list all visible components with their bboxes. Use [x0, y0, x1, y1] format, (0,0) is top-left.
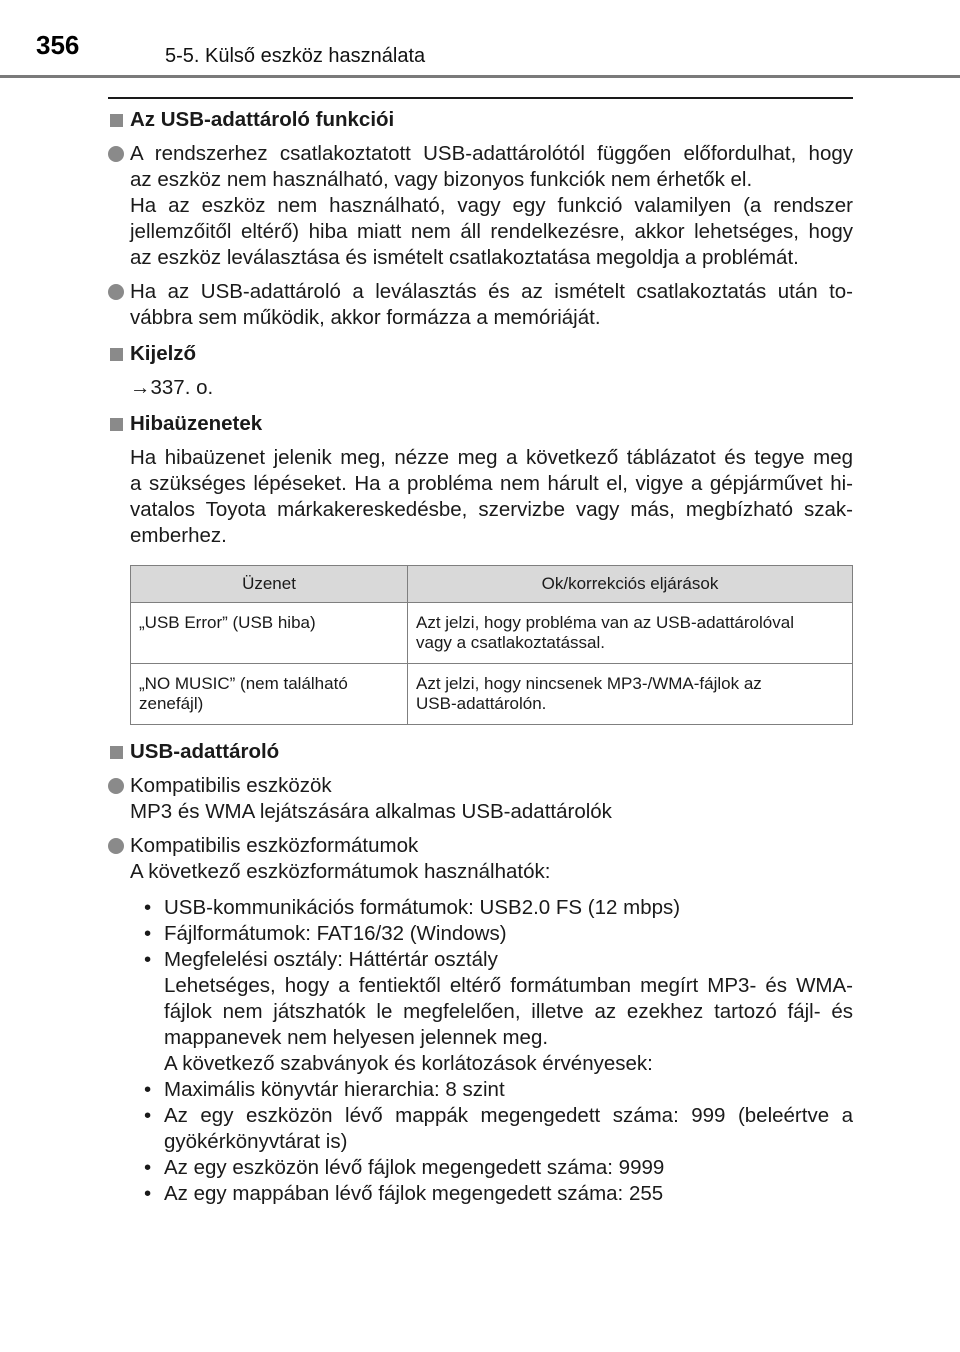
table-cell: „USB Error” (USB hiba) — [131, 603, 408, 664]
list-item: • Az egy mappában lévő fájlok megengedett száma: 255 — [144, 1181, 853, 1207]
list-item: • Az egy eszközön lévő fájlok megengedett száma: 9999 — [144, 1155, 853, 1181]
list-item: • Maximális könyvtár hierarchia: 8 szint — [144, 1077, 853, 1103]
table-cell: „NO MUSIC” (nem található zenefájl) — [131, 664, 408, 725]
table-header-row — [131, 566, 853, 603]
round-bullet-icon — [108, 284, 124, 300]
errors-intro: Ha hibaüzenet jelenik meg, nézze meg a következő táblázatot és tegye meg a szükséges lépéseket. Ha a probléma nem hárult el, vigye a gépjárművet hi- vatalos Toyota márkakereskedésbe, szervizbe vagy más, megbízható szak- emberhez. — [130, 446, 853, 547]
heading-usb-functions: Az USB-adattároló funkciói — [108, 107, 853, 133]
header-rule — [0, 75, 960, 78]
format-list — [108, 895, 853, 1207]
table-row — [131, 664, 853, 725]
square-bullet-icon — [110, 746, 123, 759]
heading-usb-storage: USB-adattároló — [108, 739, 853, 765]
heading-errors: Hibaüzenetek — [108, 411, 853, 437]
table-header-message: Üzenet — [131, 566, 408, 603]
list-item: • Az egy eszközön lévő mappák megengedett száma: 999 (beleértve a gyökérkönyvtárat is) — [144, 1103, 853, 1155]
table-row — [131, 603, 853, 664]
page-reference: →337. o. — [130, 376, 214, 399]
list-item: Kompatibilis eszközök MP3 és WMA lejátszására alkalmas USB-adattárolók — [108, 773, 853, 825]
page-number: 356 — [36, 30, 80, 60]
list-item: • USB-kommunikációs formátumok: USB2.0 FS (12 mbps) — [144, 895, 853, 921]
square-bullet-icon — [110, 348, 123, 361]
page-content — [108, 107, 853, 1207]
list-item: • Megfelelési osztály: Háttértár osztály — [144, 947, 853, 973]
format-note: Lehetséges, hogy a fentiektől eltérő formátumban megírt MP3- és WMA- fájlok nem játszhatók le megfelelően, illetve az ezekhez tartozó fájl- és mappanevek nem helyesen jelennek meg. A következő szabványok és korlátozások érvényesek: — [164, 974, 853, 1075]
list-item: A rendszerhez csatlakoztatott USB-adattárolótól függően előfordulhat, hogy az eszköz nem használható, vagy bizonyos funkciók nem érhetők el. Ha az eszköz nem használható, vagy egy funkció valamilyen (a rendszer jellemzőitől eltérő) hiba miatt nem áll rendelkezésre, akkor lehetséges, hogy az eszköz leválasztása és ismételt csatlakoztatása megoldja a problémát. — [108, 141, 853, 271]
list-item: Kompatibilis eszközformátumok A következő eszközformátumok használhatók: — [108, 833, 853, 885]
heading-display: Kijelző — [108, 341, 853, 367]
content-rule — [108, 97, 853, 99]
list-item: • Fájlformátumok: FAT16/32 (Windows) — [144, 921, 853, 947]
error-table — [130, 565, 853, 725]
table-header-cause: Ok/korrekciós eljárások — [408, 566, 853, 603]
round-bullet-icon — [108, 838, 124, 854]
square-bullet-icon — [110, 114, 123, 127]
table-cell: Azt jelzi, hogy nincsenek MP3-/WMA-fájlok az USB-adattárolón. — [408, 664, 853, 725]
page-header — [0, 0, 960, 80]
section-title: 5-5. Külső eszköz használata — [165, 45, 426, 67]
round-bullet-icon — [108, 146, 124, 162]
list-item: Ha az USB-adattároló a leválasztás és az ismételt csatlakoztatás után to- vábbra sem működik, akkor formázza a memóriáját. — [108, 279, 853, 331]
round-bullet-icon — [108, 778, 124, 794]
table-cell: Azt jelzi, hogy probléma van az USB-adattárolóval vagy a csatlakoztatással. — [408, 603, 853, 664]
square-bullet-icon — [110, 418, 123, 431]
